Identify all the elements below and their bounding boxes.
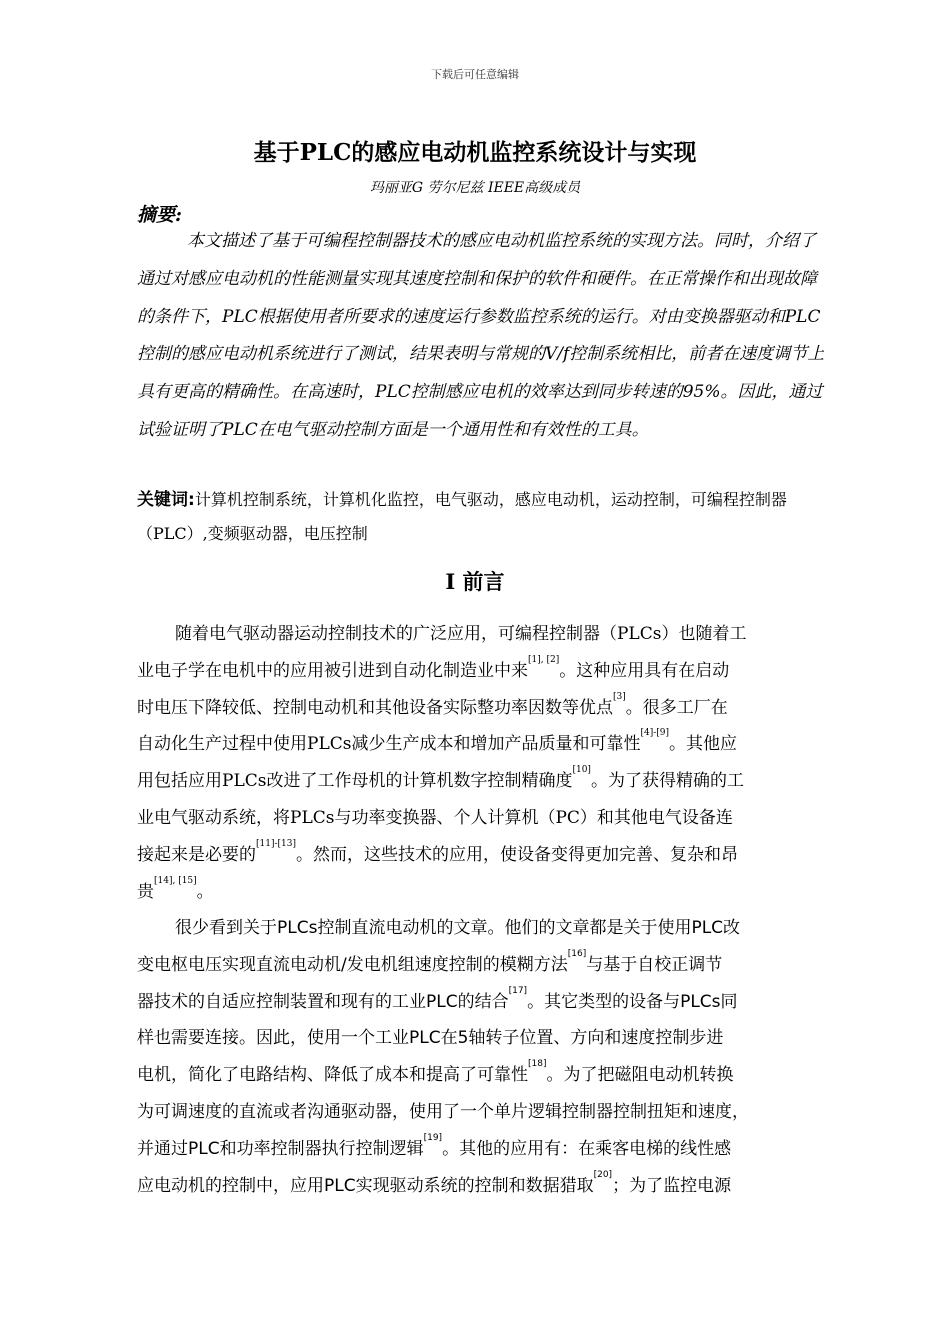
citation-reference: [16] <box>567 948 587 959</box>
line-text: 很少看到关于PLCs控制直流电动机的文章。他们的文章都是关于使用PLC改 <box>175 918 741 938</box>
line-text: 业电气驱动系统，将PLCs与功率变换器、个人计算机（PC）和其他电气设备连 <box>137 807 733 828</box>
citation-reference: [19] <box>423 1132 443 1143</box>
document-title: 基于PLC的感应电动机监控系统设计与实现 <box>253 139 697 166</box>
paragraph-line <box>137 726 817 763</box>
intro-paragraph-2 <box>137 910 817 1204</box>
line-text: 应电动机的控制中，应用PLC实现驱动系统的控制和数据猎取 <box>137 1175 594 1196</box>
paragraph-line <box>137 800 817 837</box>
paragraph-line <box>137 1057 817 1094</box>
paragraph-line <box>137 1020 817 1057</box>
line-text-tail: 与基于自校正调节 <box>586 954 723 975</box>
intro-paragraph-1 <box>137 616 817 910</box>
line-text-tail: 。为了获得精确的工 <box>590 771 744 792</box>
paragraph-line <box>137 616 817 653</box>
citation-reference: [11]-[13] <box>256 838 296 849</box>
keywords-text: 计算机控制系统，计算机化监控，电气驱动，感应电动机，运动控制，可编程控制器（PLC）,变频驱动器，电压控制 <box>137 490 787 543</box>
line-text: 自动化生产过程中使用PLCs减少生产成本和增加产品质量和可靠性 <box>137 734 641 755</box>
abstract-label: 摘要: <box>137 204 183 226</box>
paragraph-line <box>137 690 817 727</box>
paragraph-line <box>137 1094 817 1131</box>
abstract-text: 本文描述了基于可编程控制器技术的感应电动机监控系统的实现方法。同时，介绍了通过对感应电动机的性能测量实现其速度控制和保护的软件和硬件。在正常操作和出现故障的条件下，PLC根据使用者所要求的速度运行参数监控系统的运行。对由变换器驱动和PLC控制的感应电动机系统进行了测试，结果表明与常规的V/f控制系统相比，前者在速度调节上具有更高的精确性。在高速时，PLC控制感应电机的效率达到同步转速的95%。因此，通过试验证明了PLC在电气驱动控制方面是一个通用性和有效性的工具。 <box>137 231 825 440</box>
line-text: 样也需要连接。因此，使用一个工业PLC在5轴转子位置、方向和速度控制步进 <box>137 1028 724 1049</box>
citation-reference: [1], [2] <box>528 654 560 665</box>
citation-reference: [18] <box>528 1059 547 1070</box>
line-text-tail: 。这种应用具有在启动 <box>559 660 730 681</box>
section-heading-introduction: I 前言 <box>445 569 505 594</box>
line-text: 电机，简化了电路结构、降低了成本和提高了可靠性 <box>137 1065 528 1086</box>
line-text: 变电枢电压实现直流电动机/发电机组速度控制的模糊方法 <box>137 954 568 975</box>
paragraph-line <box>137 947 817 984</box>
line-text: 接起来是必要的 <box>137 844 256 865</box>
keywords-label: 关键词: <box>137 490 195 510</box>
citation-reference: [10] <box>572 765 591 776</box>
line-text: 并通过PLC和功率控制器执行控制逻辑 <box>137 1138 424 1159</box>
paragraph-line <box>137 837 817 874</box>
line-text-tail: 。然而，这些技术的应用，使设备变得更加完善、复杂和昂 <box>296 844 738 865</box>
paragraph-line <box>137 984 817 1021</box>
line-text: 器技术的自适应控制装置和现有的工业PLC的结合 <box>137 991 509 1012</box>
line-text-tail: 。 <box>196 881 214 902</box>
citation-reference: [20] <box>593 1169 613 1180</box>
line-text: 贵 <box>137 881 154 902</box>
line-text: 用包括应用PLCs改进了工作母机的计算机数字控制精确度 <box>137 771 573 792</box>
paragraph-line <box>137 653 817 690</box>
citation-reference: [3] <box>613 691 626 702</box>
line-text: 随着电气驱动器运动控制技术的广泛应用，可编程控制器（PLCs）也随着工 <box>175 624 747 644</box>
line-text-tail: 。其他应 <box>669 734 738 755</box>
paragraph-line <box>137 763 817 800</box>
keywords-paragraph <box>137 483 837 551</box>
line-text-tail: 。其它类型的设备与PLCs同 <box>527 991 738 1012</box>
citation-reference: [4]-[9] <box>640 728 670 739</box>
paragraph-line <box>137 874 817 911</box>
line-text: 业电子学在电机中的应用被引进到自动化制造业中来 <box>137 660 528 681</box>
authors-line: 玛丽亚G 劳尔尼兹 IEEE高级成员 <box>369 180 581 196</box>
paragraph-line <box>137 1131 817 1168</box>
citation-reference: [17] <box>508 985 528 996</box>
paragraph-line <box>137 910 817 947</box>
line-text-tail: 。其他的应用有：在乘客电梯的线性感 <box>442 1138 732 1159</box>
line-text: 时电压下降较低、控制电动机和其他设备实际整功率因数等优点 <box>137 697 613 718</box>
line-text-tail: ；为了监控电源 <box>612 1175 732 1196</box>
header-note: 下载后可任意编辑 <box>431 68 519 81</box>
line-text-tail: 。为了把磁阻电动机转换 <box>546 1065 734 1086</box>
citation-reference: [14], [15] <box>154 875 197 886</box>
line-text: 为可调速度的直流或者沟通驱动器，使用了一个单片逻辑控制器控制扭矩和速度， <box>137 1101 749 1122</box>
paragraph-line <box>137 1168 817 1205</box>
line-text-tail: 。很多工厂在 <box>625 697 728 718</box>
